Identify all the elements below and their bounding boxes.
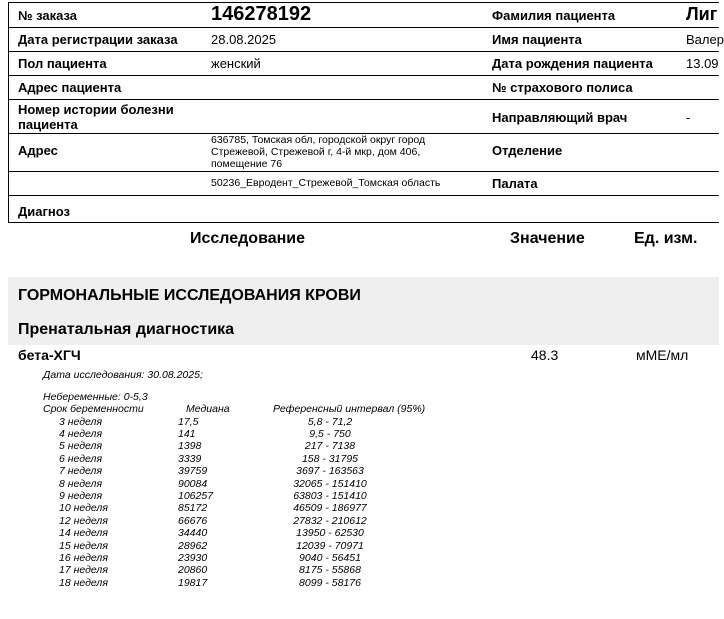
ref-row-median: 28962 — [178, 539, 208, 552]
column-unit: Ед. изм. — [634, 230, 698, 247]
ref-header-week: Срок беременности — [43, 403, 144, 415]
ref-row-week: 12 неделя — [59, 514, 108, 527]
ref-row-range: 158 - 31795 — [301, 452, 359, 465]
ref-row-range: 63803 - 151410 — [293, 489, 367, 502]
address-label: Адрес — [18, 143, 58, 158]
order-no-value: 146278192 — [211, 3, 312, 25]
doctor-label: Направляющий врач — [492, 110, 628, 125]
row-divider — [8, 75, 719, 76]
table-border-bottom — [8, 222, 719, 223]
row-divider — [8, 195, 719, 196]
section-subtitle: Пренатальная диагностика — [18, 321, 235, 338]
sex-label: Пол пациента — [18, 56, 107, 71]
ref-row-median: 106257 — [178, 489, 214, 502]
ref-row-range: 8175 - 55868 — [299, 564, 361, 577]
nonpregnant-ref: Небеременные: 0-5,3 — [43, 391, 148, 403]
name-value: Валер — [686, 32, 724, 47]
reg-date-value: 28.08.2025 — [211, 32, 277, 47]
doctor-value: - — [686, 110, 691, 125]
test-unit: мМЕ/мл — [636, 347, 689, 363]
ref-row-range: 46509 - 186977 — [293, 502, 367, 515]
row-divider — [8, 171, 719, 172]
ref-row-week: 10 неделя — [59, 502, 108, 515]
order-no-label: № заказа — [18, 8, 78, 23]
ref-row-week: 9 неделя — [59, 489, 103, 502]
history-label: Номер истории болезни пациента — [18, 102, 174, 132]
ref-row-week: 6 неделя — [59, 452, 103, 465]
ref-row-range: 9040 - 56451 — [299, 551, 361, 564]
column-study: Исследование — [190, 230, 305, 247]
ref-row-week: 15 неделя — [59, 539, 108, 552]
ref-row-range: 13950 - 62530 — [296, 527, 364, 540]
ref-row-range: 5,8 - 71,2 — [307, 415, 353, 428]
row-divider — [8, 99, 719, 100]
dob-label: Дата рождения пациента — [492, 56, 653, 71]
ref-row-range: 8099 - 58176 — [299, 576, 361, 589]
ref-row-week: 16 неделя — [59, 551, 108, 564]
ref-row-median: 90084 — [178, 477, 208, 490]
ref-header-interval: Референсный интервал (95%) — [273, 403, 426, 415]
section-title: ГОРМОНАЛЬНЫЕ ИССЛЕДОВАНИЯ КРОВИ — [18, 287, 361, 304]
sex-value: женский — [211, 56, 261, 71]
dob-value: 13.09 — [686, 56, 719, 71]
ref-row-week: 3 неделя — [59, 415, 103, 428]
ref-row-week: 8 неделя — [59, 477, 103, 490]
address-value: 636785, Томская обл, городской округ город Стрежевой, Стрежевой г, 4-й мкр, дом 406, помещение 76 — [211, 134, 426, 170]
test-date: Дата исследования: 30.08.2025; — [43, 369, 203, 381]
ref-row-median: 19817 — [178, 576, 208, 589]
ref-row-median: 3339 — [178, 452, 202, 465]
ref-row-median: 1398 — [178, 440, 202, 453]
ref-row-median: 17,5 — [178, 415, 199, 428]
reg-date-label: Дата регистрации заказа — [18, 32, 178, 47]
table-border-left — [8, 2, 9, 223]
ref-row-median: 20860 — [178, 564, 208, 577]
ref-row-range: 32065 - 151410 — [293, 477, 367, 490]
surname-value: Лиг — [686, 4, 718, 24]
ref-row-median: 23930 — [178, 551, 208, 564]
ref-row-week: 18 неделя — [59, 576, 108, 589]
test-value: 48.3 — [531, 347, 559, 363]
clinic-value: 50236_Евродент_Стрежевой_Томская область — [211, 177, 441, 189]
ref-row-range: 12039 - 70971 — [296, 539, 364, 552]
ref-row-median: 141 — [178, 427, 196, 440]
ward-label: Палата — [492, 176, 538, 191]
name-label: Имя пациента — [492, 32, 582, 47]
ref-row-week: 17 неделя — [59, 564, 108, 577]
ref-row-range: 9,5 - 750 — [309, 427, 351, 440]
ref-row-week: 7 неделя — [59, 465, 103, 478]
column-value: Значение — [510, 230, 585, 247]
table-border-top — [8, 2, 719, 3]
diagnosis-label: Диагноз — [18, 204, 70, 219]
ref-row-median: 66676 — [178, 514, 208, 527]
department-label: Отделение — [492, 143, 563, 158]
ref-row-range: 217 - 7138 — [304, 440, 356, 453]
row-divider — [8, 27, 719, 28]
surname-label: Фамилия пациента — [492, 8, 616, 23]
ref-row-median: 85172 — [178, 502, 208, 515]
ref-row-week: 14 неделя — [59, 527, 108, 540]
ref-row-range: 3697 - 163563 — [296, 465, 364, 478]
ref-row-week: 5 неделя — [59, 440, 103, 453]
test-name: бета-ХГЧ — [18, 347, 81, 363]
insurance-label: № страхового полиса — [492, 80, 633, 95]
ref-row-median: 39759 — [178, 465, 208, 478]
ref-header-median: Медиана — [186, 403, 230, 415]
ref-row-range: 27832 - 210612 — [293, 514, 367, 527]
row-divider — [8, 51, 719, 52]
ref-row-median: 34440 — [178, 527, 208, 540]
ref-row-week: 4 неделя — [59, 427, 103, 440]
patient-address-label: Адрес пациента — [18, 80, 122, 95]
